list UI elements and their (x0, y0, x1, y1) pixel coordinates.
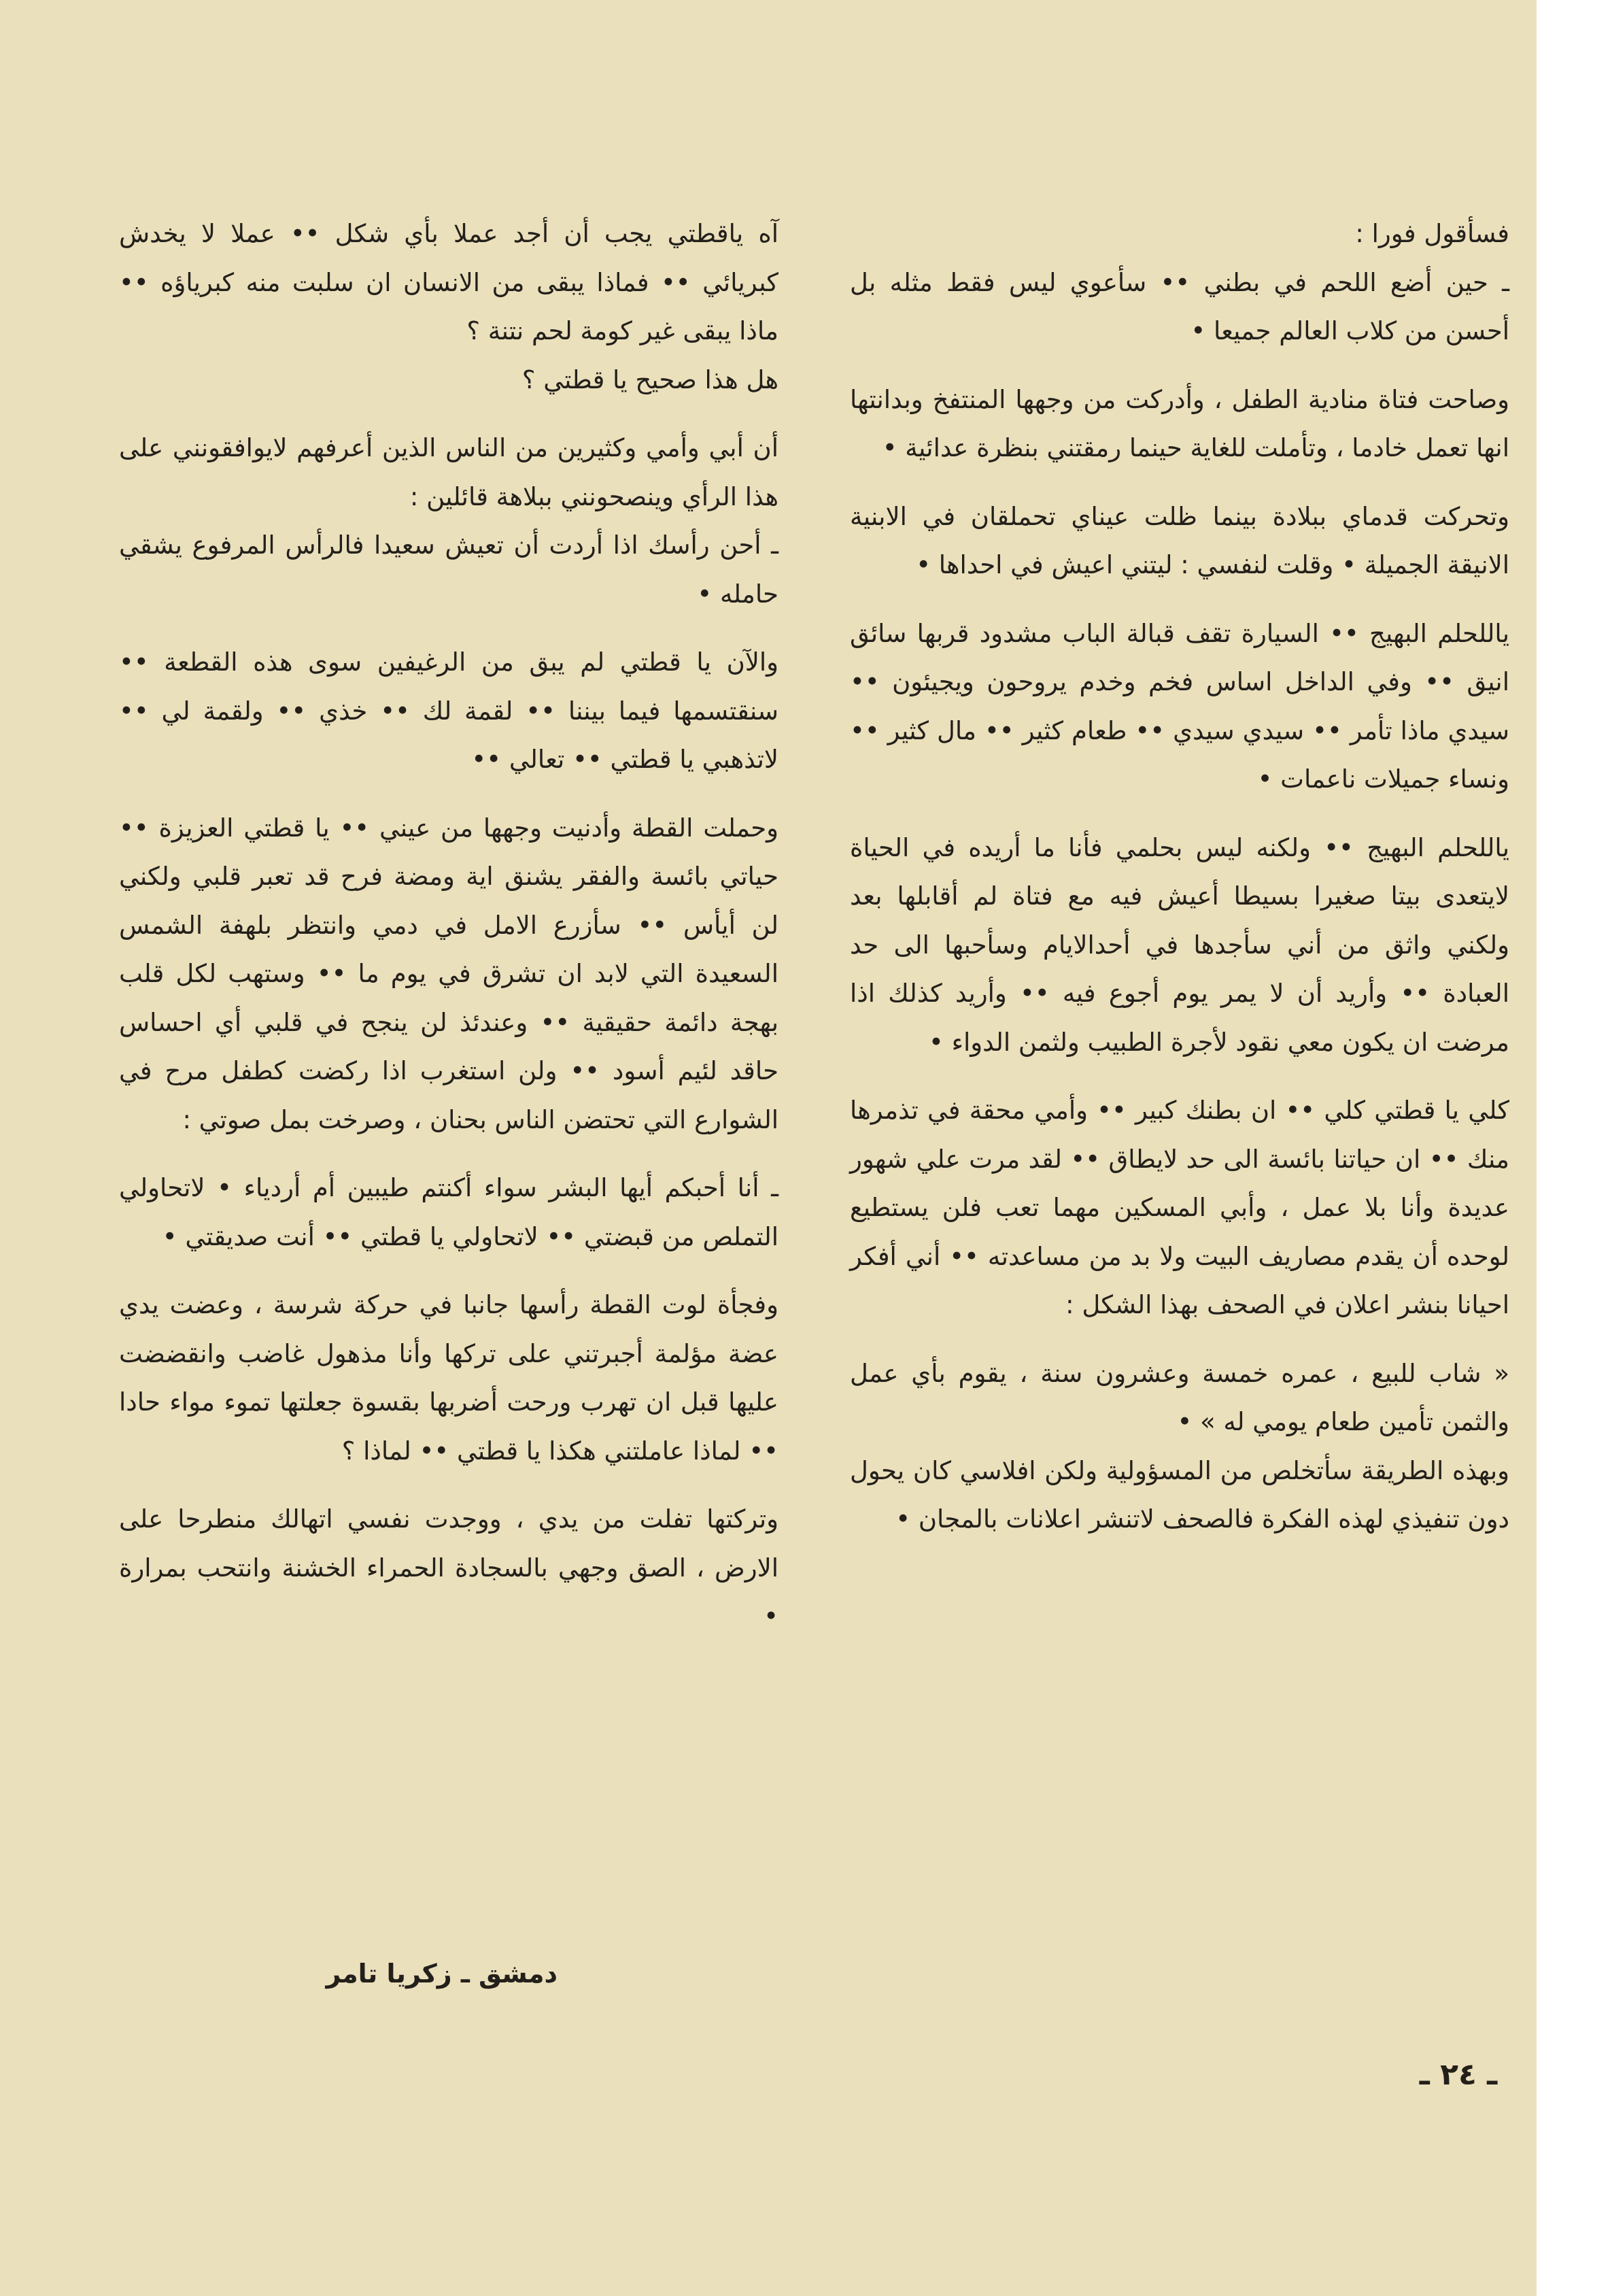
paragraph: وتركتها تفلت من يدي ، ووجدت نفسي اتهالك منطرحا على الارض ، الصق وجهي بالسجادة الحمراء الخشنة وانتحب بمرارة • (119, 1504, 778, 1631)
paragraph: أن أبي وأمي وكثيرين من الناس الذين أعرفهم لايوافقونني على هذا الرأي وينصحونني ببلاهة قائلين : (119, 433, 778, 511)
page-number: ـ ٢٤ ـ (1419, 2057, 1498, 2092)
paragraph: كلي يا قطتي كلي •• ان بطنك كبير •• وأمي محقة في تذمرها منك •• ان حياتنا بائسة الى حد لايطاق •• لقد مرت علي شهور عديدة وأنا بلا عمل ، وأبي المسكين مهما تعب فلن يستطيع لوحده أن يقدم مصاريف البيت ولا بد من مساعدته •• أني أفكر احيانا بنشر اعلان في الصحف بهذا الشكل : (850, 1096, 1509, 1319)
paragraph: وفجأة لوت القطة رأسها جانبا في حركة شرسة ، وعضت يدي عضة مؤلمة أجبرتني على تركها وأنا مذهول غاضب وانقضضت عليها قبل ان تهرب ورحت أضربها بقسوة جعلتها تموء مواء حادا •• لماذا عاملتني هكذا يا قطتي •• لماذا ؟ (119, 1290, 778, 1466)
left-column (119, 209, 778, 1661)
right-column (850, 209, 1509, 1564)
paragraph: ـ أحن رأسك اذا أردت أن تعيش سعيدا فالرأس المرفوع يشقي حامله • (119, 530, 778, 609)
paragraph: وبهذه الطريقة سأتخلص من المسؤولية ولكن افلاسي كان يحول دون تنفيذي لهذه الفكرة فالصحف لاتنشر اعلانات بالمجان • (850, 1455, 1509, 1534)
paragraph: ـ أنا أحبكم أيها البشر سواء أكنتم طيبين أم أردياء • لاتحاولي التملص من قبضتي •• لاتحاولي يا قطتي •• أنت صديقتي • (119, 1173, 778, 1251)
paragraph: « شاب للبيع ، عمره خمسة وعشرون سنة ، يقوم بأي عمل والثمن تأمين طعام يومي له » • (850, 1358, 1509, 1436)
paragraph: والآن يا قطتي لم يبق من الرغيفين سوى هذه القطعة •• سنقتسمها فيما بيننا •• لقمة لك •• خذي •• ولقمة لي •• لاتذهبي يا قطتي •• تعالي •• (119, 647, 778, 774)
paragraph: وصاحت فتاة منادية الطفل ، وأدركت من وجهها المنتفخ وبدانتها انها تعمل خادما ، وتأملت للغاية حينما رمقتني بنظرة عدائية • (850, 384, 1509, 462)
paragraph: ـ حين أضع اللحم في بطني •• سأعوي ليس فقط مثله بل أحسن من كلاب العالم جميعا • (850, 267, 1509, 345)
author-signature: دمشق ـ زكريا تامر (326, 1959, 558, 1989)
paragraph: آه ياقطتي يجب أن أجد عملا بأي شكل •• عملا لا يخدش كبريائي •• فماذا يبقى من الانسان ان سلبت منه كبرياؤه •• ماذا يبقى غير كومة لحم نتنة ؟ (119, 219, 778, 345)
paragraph: ياللحلم البهيج •• ولكنه ليس بحلمي فأنا ما أريده في الحياة لايتعدى بيتا صغيرا بسيطا أعيش فيه مع فتاة لم أقابلها بعد ولكني واثق من أني سأجدها في أحدالايام وسأحبها الى حد العبادة •• وأريد أن لا يمر يوم أجوع فيه •• وأريد كذلك اذا مرضت ان يكون معي نقود لأجرة الطبيب ولثمن الدواء • (850, 832, 1509, 1057)
paragraph: هل هذا صحيح يا قطتي ؟ (521, 365, 778, 394)
paragraph: ياللحلم البهيج •• السيارة تقف قبالة الباب مشدود قربها سائق انيق •• وفي الداخل اساس فخم وخدم يروحون ويجيئون •• سيدي ماذا تأمر •• سيدي سيدي •• طعام كثير •• مال كثير •• ونساء جميلات ناعمات • (850, 618, 1509, 794)
paragraph: فسأقول فورا : (1355, 219, 1509, 248)
paragraph: وتحركت قدماي ببلادة بينما ظلت عيناي تحملقان في الابنية الانيقة الجميلة • وقلت لنفسي : ليتني اعيش في احداها • (850, 501, 1509, 579)
paragraph: وحملت القطة وأدنيت وجهها من عيني •• يا قطتي العزيزة •• حياتي بائسة والفقر يشنق اية ومضة فرح قد تعبر قلبي ولكني لن أيأس •• سأزرع الامل في دمي وانتظر بلهفة الشمس السعيدة التي لابد ان تشرق في يوم ما •• وستهب لكل قلب بهجة دائمة حقيقية •• وعندئذ لن ينجح في قلبي أي احساس حاقد لئيم أسود •• ولن استغرب اذا ركضت كطفل مرح في الشوارع التي تحتضن الناس بحنان ، وصرخت بمل صوتي : (119, 813, 778, 1134)
